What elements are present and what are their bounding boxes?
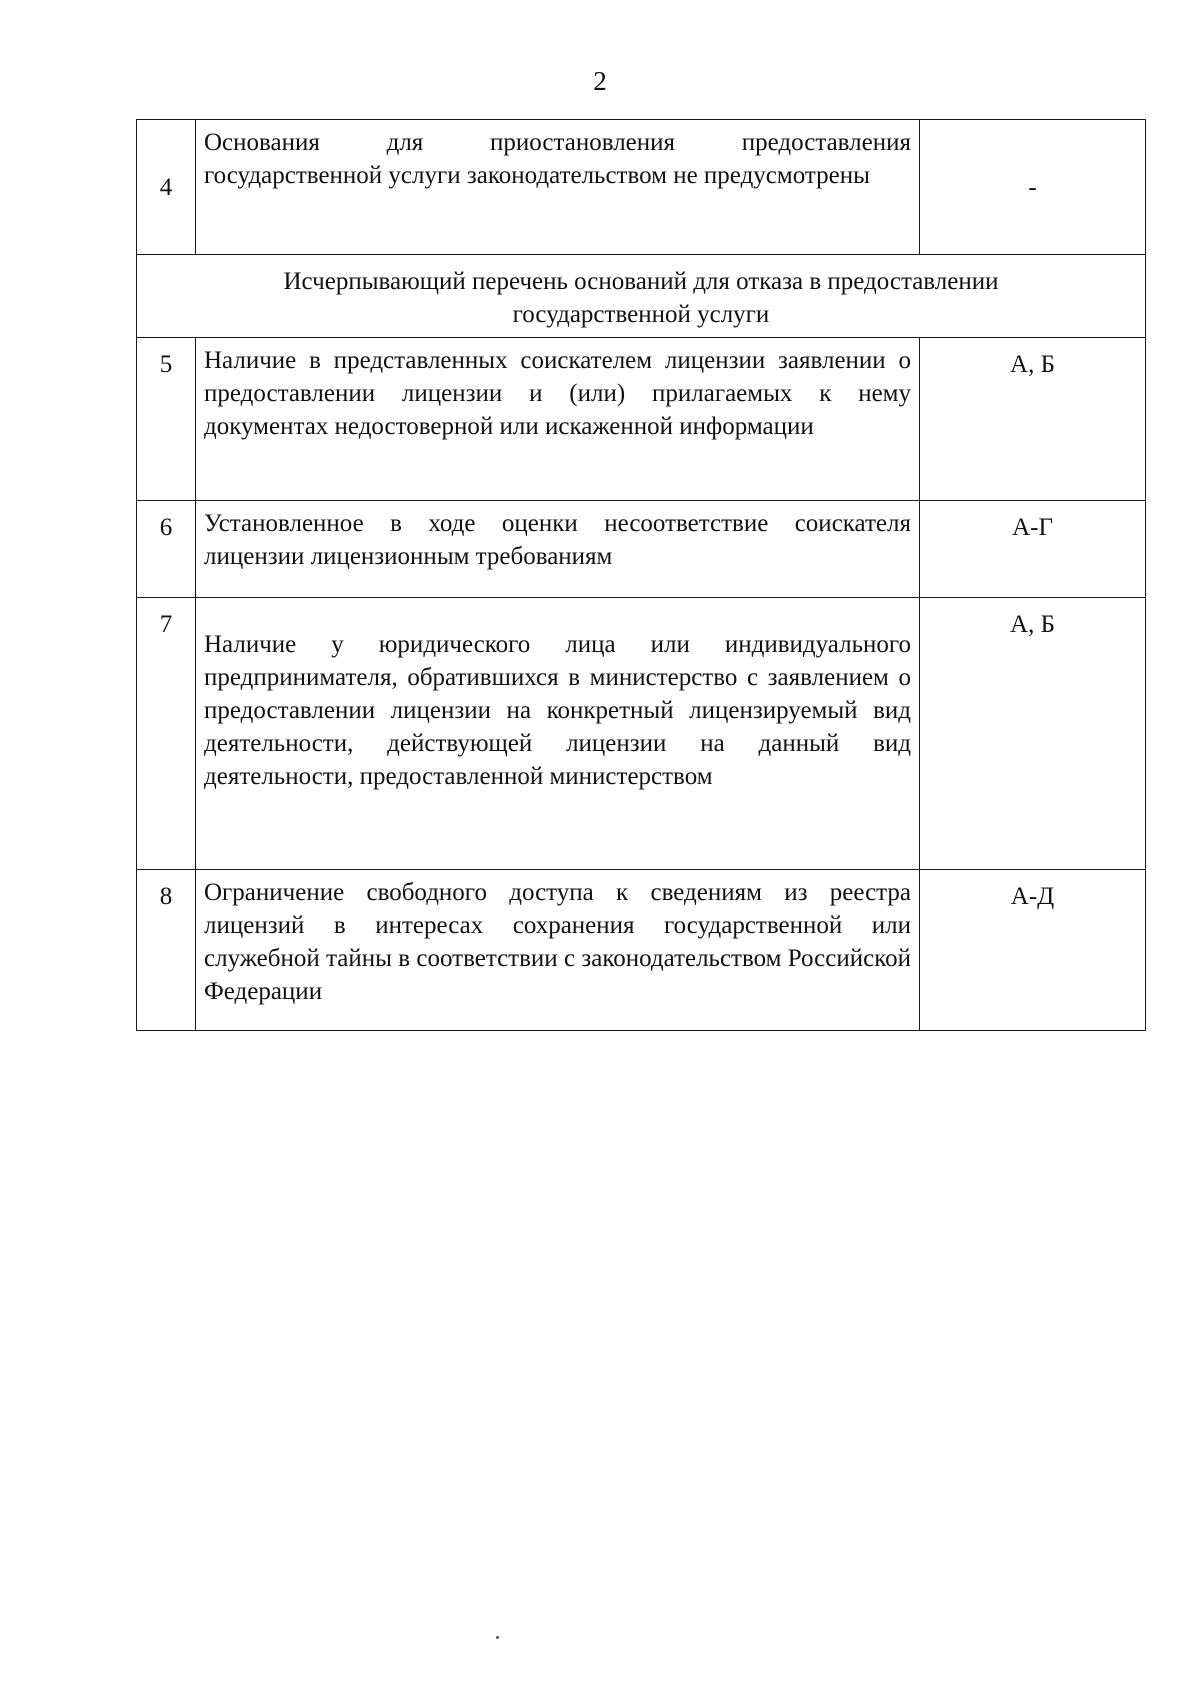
row-text: Наличие у юридического лица или индивидуального предпринимателя, обратившихся в министерство с заявлением о предоставлении лицензии на конкретный лицензируемый вид деятельности, действующей лицензии на данный вид деятельности, предоставленной министерством (196, 598, 920, 870)
row-text: Основания для приостановления предоставления государственной услуги законодательством не предусмотрены (196, 120, 920, 255)
section-heading-row (137, 255, 1146, 338)
row-code: - (920, 120, 1146, 255)
row-number: 5 (137, 338, 196, 501)
table-row (137, 870, 1146, 1031)
row-code: А-Г (920, 501, 1146, 598)
row-number: 6 (137, 501, 196, 598)
row-text: Наличие в представленных соискателем лицензии заявлении о предоставлении лицензии и (или) прилагаемых к нему документах недостоверной или искаженной информации (196, 338, 920, 501)
table-row (137, 598, 1146, 870)
row-text: Установленное в ходе оценки несоответствие соискателя лицензии лицензионным требованиям (196, 501, 920, 598)
row-number: 4 (137, 120, 196, 255)
scan-speck (496, 1636, 499, 1639)
row-number: 7 (137, 598, 196, 870)
table-row (137, 120, 1146, 255)
table-row (137, 501, 1146, 598)
grounds-table (136, 119, 1146, 1031)
row-code: А, Б (920, 338, 1146, 501)
table-row (137, 338, 1146, 501)
row-number: 8 (137, 870, 196, 1031)
section-heading: Исчерпывающий перечень оснований для отказа в предоставлении государственной услуги (137, 255, 1146, 338)
row-code: А, Б (920, 598, 1146, 870)
row-text: Ограничение свободного доступа к сведениям из реестра лицензий в интересах сохранения государственной или служебной тайны в соответствии с законодательством Российской Федерации (196, 870, 920, 1031)
page-number: 2 (593, 66, 607, 96)
row-code: А-Д (920, 870, 1146, 1031)
